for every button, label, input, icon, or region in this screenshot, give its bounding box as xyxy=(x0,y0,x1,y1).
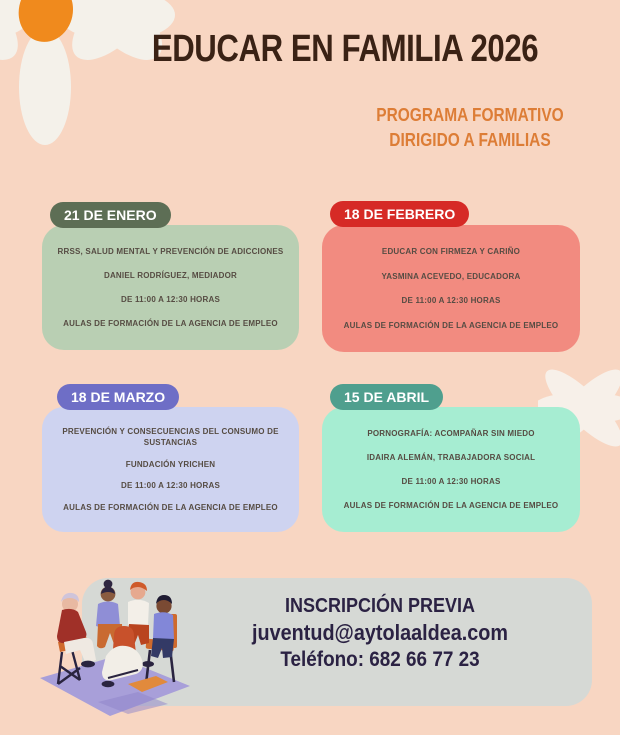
session-topic: PREVENCIÓN Y CONSECUENCIAS DEL CONSUMO DE SUSTANCIAS xyxy=(62,426,279,447)
session-venue: AULAS DE FORMACIÓN DE LA AGENCIA DE EMPLEO xyxy=(63,503,278,513)
session-card-febrero xyxy=(322,225,580,352)
session-date-badge-marzo: 18 DE MARZO xyxy=(57,384,179,410)
session-topic: PORNOGRAFÍA: ACOMPAÑAR SIN MIEDO xyxy=(367,429,535,438)
session-topic: RRSS, SALUD MENTAL Y PREVENCIÓN DE ADICCIONES xyxy=(57,247,284,256)
session-venue: AULAS DE FORMACIÓN DE LA AGENCIA DE EMPLEO xyxy=(343,501,559,510)
session-date-badge-febrero: 18 DE FEBRERO xyxy=(330,201,469,227)
subtitle-line-1: PROGRAMA FORMATIVO xyxy=(376,105,564,125)
session-card-enero xyxy=(42,225,299,350)
session-time: DE 11:00 A 12:30 HORAS xyxy=(121,481,220,491)
footer-email: juventud@aytolaaldea.com xyxy=(252,620,508,645)
session-speaker: IDAIRA ALEMÁN, TRABAJADORA SOCIAL xyxy=(366,453,536,462)
session-speaker: FUNDACIÓN YRICHEN xyxy=(125,459,216,469)
program-subtitle xyxy=(358,103,582,153)
session-card-abril xyxy=(322,407,580,532)
group-discussion-illustration xyxy=(28,572,198,722)
footer-contact-block xyxy=(223,593,538,673)
session-venue: AULAS DE FORMACIÓN DE LA AGENCIA DE EMPLEO xyxy=(63,319,278,328)
session-time: DE 11:00 A 12:30 HORAS xyxy=(121,295,220,304)
footer-phone: Teléfono: 682 66 77 23 xyxy=(280,648,480,671)
subtitle-line-2: DIRIGIDO A FAMILIAS xyxy=(389,130,551,150)
session-venue: AULAS DE FORMACIÓN DE LA AGENCIA DE EMPLEO xyxy=(343,320,559,330)
footer-heading: INSCRIPCIÓN PREVIA xyxy=(284,595,476,617)
page-title: EDUCAR EN FAMILIA 2026 xyxy=(151,28,539,70)
session-time: DE 11:00 A 12:30 HORAS xyxy=(401,296,501,306)
session-date-badge-enero: 21 DE ENERO xyxy=(50,202,171,228)
daisy-center xyxy=(13,0,79,47)
session-date-badge-abril: 15 DE ABRIL xyxy=(330,384,443,410)
session-card-marzo xyxy=(42,407,299,532)
session-speaker: DANIEL RODRÍGUEZ, MEDIADOR xyxy=(103,271,238,280)
session-time: DE 11:00 A 12:30 HORAS xyxy=(401,477,501,486)
session-topic: EDUCAR CON FIRMEZA Y CARIÑO xyxy=(381,247,521,257)
session-speaker: YASMINA ACEVEDO, EDUCADORA xyxy=(381,271,521,281)
